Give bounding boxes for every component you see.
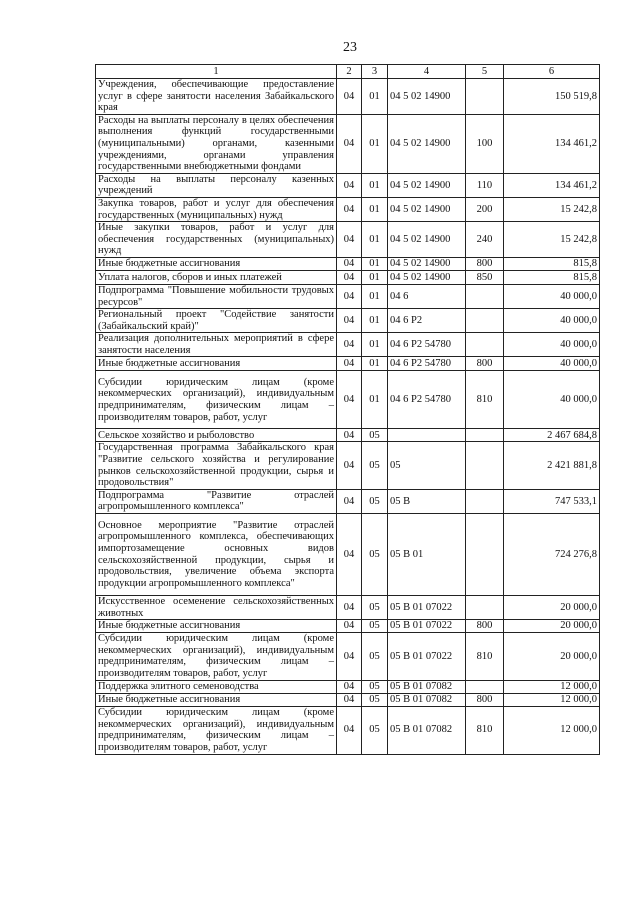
subsection-cell: 01 (362, 270, 388, 284)
page-number: 23 (343, 40, 357, 55)
target-article-cell: 05 B 01 07082 (388, 680, 466, 693)
target-article-cell: 04 6 (388, 284, 466, 308)
description-cell: Поддержка элитного семеноводства (96, 680, 337, 693)
description-cell: Сельское хозяйство и рыболовство (96, 429, 337, 442)
expense-type-cell: 800 (466, 693, 504, 706)
target-article-cell: 04 6 P2 54780 (388, 357, 466, 371)
description-cell: Иные бюджетные ассигнования (96, 693, 337, 706)
expense-type-cell (466, 79, 504, 115)
expense-type-cell (466, 596, 504, 620)
subsection-cell: 01 (362, 309, 388, 333)
amount-cell: 815,8 (504, 257, 600, 270)
section-cell: 04 (337, 596, 362, 620)
description-cell: Иные бюджетные ассигнования (96, 620, 337, 633)
amount-cell: 40 000,0 (504, 284, 600, 308)
subsection-cell: 01 (362, 197, 388, 221)
table-row (96, 79, 600, 115)
subsection-cell: 01 (362, 333, 388, 357)
table-row (96, 357, 600, 371)
description-cell: Иные бюджетные ассигнования (96, 257, 337, 270)
expense-type-cell (466, 514, 504, 596)
subsection-cell: 01 (362, 114, 388, 173)
budget-table (95, 64, 600, 755)
section-cell: 04 (337, 442, 362, 489)
target-article-cell: 05 B 01 07082 (388, 706, 466, 754)
target-article-cell (388, 429, 466, 442)
description-cell: Субсидии юридическим лицам (кроме некоммерческих организаций), индивидуальным предпринимателям, физическим лицам – производителям товаров, работ, услуг (96, 706, 337, 754)
target-article-cell: 05 B 01 07022 (388, 596, 466, 620)
target-article-cell: 04 6 P2 54780 (388, 333, 466, 357)
target-article-cell: 05 B 01 (388, 514, 466, 596)
header-cell-expense-type: 5 (466, 65, 504, 79)
subsection-cell: 01 (362, 357, 388, 371)
expense-type-cell (466, 429, 504, 442)
target-article-cell: 04 5 02 14900 (388, 114, 466, 173)
description-cell: Основное мероприятие "Развитие отраслей агропромышленного комплекса, обеспечивающих импортозамещение основных видов сельскохозяйственной продукции, сырья и продовольствия, увеличение объема экспорта продукции агропромышленного комплекса" (96, 514, 337, 596)
subsection-cell: 05 (362, 596, 388, 620)
amount-cell: 150 519,8 (504, 79, 600, 115)
target-article-cell: 04 5 02 14900 (388, 222, 466, 258)
header-cell-section: 2 (337, 65, 362, 79)
target-article-cell: 05 B 01 07022 (388, 633, 466, 680)
amount-cell: 40 000,0 (504, 371, 600, 429)
amount-cell: 815,8 (504, 270, 600, 284)
subsection-cell: 05 (362, 633, 388, 680)
table-row (96, 442, 600, 489)
description-cell: Подпрограмма "Повышение мобильности трудовых ресурсов" (96, 284, 337, 308)
section-cell: 04 (337, 333, 362, 357)
table-row (96, 596, 600, 620)
table-row (96, 489, 600, 513)
target-article-cell: 04 6 P2 (388, 309, 466, 333)
section-cell: 04 (337, 270, 362, 284)
section-cell: 04 (337, 79, 362, 115)
section-cell: 04 (337, 633, 362, 680)
table-row (96, 706, 600, 754)
description-cell: Уплата налогов, сборов и иных платежей (96, 270, 337, 284)
expense-type-cell: 810 (466, 371, 504, 429)
expense-type-cell: 800 (466, 257, 504, 270)
section-cell: 04 (337, 309, 362, 333)
section-cell: 04 (337, 680, 362, 693)
expense-type-cell: 200 (466, 197, 504, 221)
section-cell: 04 (337, 620, 362, 633)
description-cell: Государственная программа Забайкальского края "Развитие сельского хозяйства и регулирование рынков сельскохозяйственной продукции, сырья и продовольствия" (96, 442, 337, 489)
header-cell-amount: 6 (504, 65, 600, 79)
amount-cell: 12 000,0 (504, 693, 600, 706)
subsection-cell: 05 (362, 706, 388, 754)
target-article-cell: 04 5 02 14900 (388, 197, 466, 221)
table-row (96, 257, 600, 270)
section-cell: 04 (337, 222, 362, 258)
expense-type-cell: 240 (466, 222, 504, 258)
expense-type-cell: 800 (466, 620, 504, 633)
section-cell: 04 (337, 284, 362, 308)
section-cell: 04 (337, 706, 362, 754)
expense-type-cell (466, 284, 504, 308)
expense-type-cell: 850 (466, 270, 504, 284)
amount-cell: 40 000,0 (504, 309, 600, 333)
table-row (96, 693, 600, 706)
table-row (96, 680, 600, 693)
target-article-cell: 05 B 01 07082 (388, 693, 466, 706)
subsection-cell: 01 (362, 257, 388, 270)
description-cell: Иные бюджетные ассигнования (96, 357, 337, 371)
table-row (96, 333, 600, 357)
amount-cell: 15 242,8 (504, 222, 600, 258)
description-cell: Расходы на выплаты персоналу казенных учреждений (96, 173, 337, 197)
description-cell: Субсидии юридическим лицам (кроме некоммерческих организаций), индивидуальным предпринимателям, физическим лицам – производителям товаров, работ, услуг (96, 371, 337, 429)
expense-type-cell: 100 (466, 114, 504, 173)
description-cell: Закупка товаров, работ и услуг для обеспечения государственных (муниципальных) нужд (96, 197, 337, 221)
table-row (96, 284, 600, 308)
amount-cell: 15 242,8 (504, 197, 600, 221)
amount-cell: 724 276,8 (504, 514, 600, 596)
table-row (96, 514, 600, 596)
description-cell: Субсидии юридическим лицам (кроме некоммерческих организаций), индивидуальным предпринимателям, физическим лицам – производителям товаров, работ, услуг (96, 633, 337, 680)
target-article-cell: 05 (388, 442, 466, 489)
description-cell: Реализация дополнительных мероприятий в сфере занятости населения (96, 333, 337, 357)
target-article-cell: 04 6 P2 54780 (388, 371, 466, 429)
description-cell: Подпрограмма "Развитие отраслей агропромышленного комплекса" (96, 489, 337, 513)
table-row (96, 270, 600, 284)
subsection-cell: 05 (362, 514, 388, 596)
subsection-cell: 05 (362, 489, 388, 513)
description-cell: Расходы на выплаты персоналу в целях обеспечения выполнения функций государственными (муниципальными) органами, казенными учреждениями, органами управления государственными внебюджетными фондами (96, 114, 337, 173)
header-cell-subsection: 3 (362, 65, 388, 79)
subsection-cell: 01 (362, 284, 388, 308)
amount-cell: 2 467 684,8 (504, 429, 600, 442)
description-cell: Региональный проект "Содействие занятости (Забайкальский край)" (96, 309, 337, 333)
section-cell: 04 (337, 693, 362, 706)
amount-cell: 12 000,0 (504, 680, 600, 693)
subsection-cell: 05 (362, 680, 388, 693)
subsection-cell: 01 (362, 173, 388, 197)
section-cell: 04 (337, 429, 362, 442)
amount-cell: 12 000,0 (504, 706, 600, 754)
subsection-cell: 05 (362, 442, 388, 489)
target-article-cell: 05 B (388, 489, 466, 513)
table-row (96, 633, 600, 680)
subsection-cell: 05 (362, 429, 388, 442)
header-row (96, 65, 600, 79)
subsection-cell: 01 (362, 371, 388, 429)
subsection-cell: 05 (362, 693, 388, 706)
section-cell: 04 (337, 257, 362, 270)
amount-cell: 2 421 881,8 (504, 442, 600, 489)
header-cell-description: 1 (96, 65, 337, 79)
description-cell: Учреждения, обеспечивающие предоставление услуг в сфере занятости населения Забайкальского края (96, 79, 337, 115)
table-row (96, 429, 600, 442)
target-article-cell: 04 5 02 14900 (388, 257, 466, 270)
subsection-cell: 01 (362, 222, 388, 258)
target-article-cell: 04 5 02 14900 (388, 270, 466, 284)
header-cell-target-article: 4 (388, 65, 466, 79)
amount-cell: 20 000,0 (504, 620, 600, 633)
section-cell: 04 (337, 114, 362, 173)
subsection-cell: 05 (362, 620, 388, 633)
table-row (96, 620, 600, 633)
section-cell: 04 (337, 371, 362, 429)
table-row (96, 173, 600, 197)
description-cell: Иные закупки товаров, работ и услуг для обеспечения государственных (муниципальных) нужд (96, 222, 337, 258)
expense-type-cell (466, 442, 504, 489)
target-article-cell: 05 B 01 07022 (388, 620, 466, 633)
section-cell: 04 (337, 514, 362, 596)
section-cell: 04 (337, 357, 362, 371)
expense-type-cell (466, 489, 504, 513)
amount-cell: 747 533,1 (504, 489, 600, 513)
expense-type-cell (466, 680, 504, 693)
amount-cell: 40 000,0 (504, 333, 600, 357)
section-cell: 04 (337, 173, 362, 197)
section-cell: 04 (337, 489, 362, 513)
amount-cell: 134 461,2 (504, 114, 600, 173)
target-article-cell: 04 5 02 14900 (388, 173, 466, 197)
section-cell: 04 (337, 197, 362, 221)
description-cell: Искусственное осеменение сельскохозяйственных животных (96, 596, 337, 620)
table-row (96, 197, 600, 221)
expense-type-cell: 800 (466, 357, 504, 371)
table-row (96, 371, 600, 429)
amount-cell: 20 000,0 (504, 633, 600, 680)
subsection-cell: 01 (362, 79, 388, 115)
amount-cell: 40 000,0 (504, 357, 600, 371)
expense-type-cell: 810 (466, 633, 504, 680)
table-row (96, 309, 600, 333)
expense-type-cell (466, 309, 504, 333)
expense-type-cell: 810 (466, 706, 504, 754)
amount-cell: 134 461,2 (504, 173, 600, 197)
amount-cell: 20 000,0 (504, 596, 600, 620)
table-row (96, 222, 600, 258)
target-article-cell: 04 5 02 14900 (388, 79, 466, 115)
table-row (96, 114, 600, 173)
expense-type-cell: 110 (466, 173, 504, 197)
expense-type-cell (466, 333, 504, 357)
